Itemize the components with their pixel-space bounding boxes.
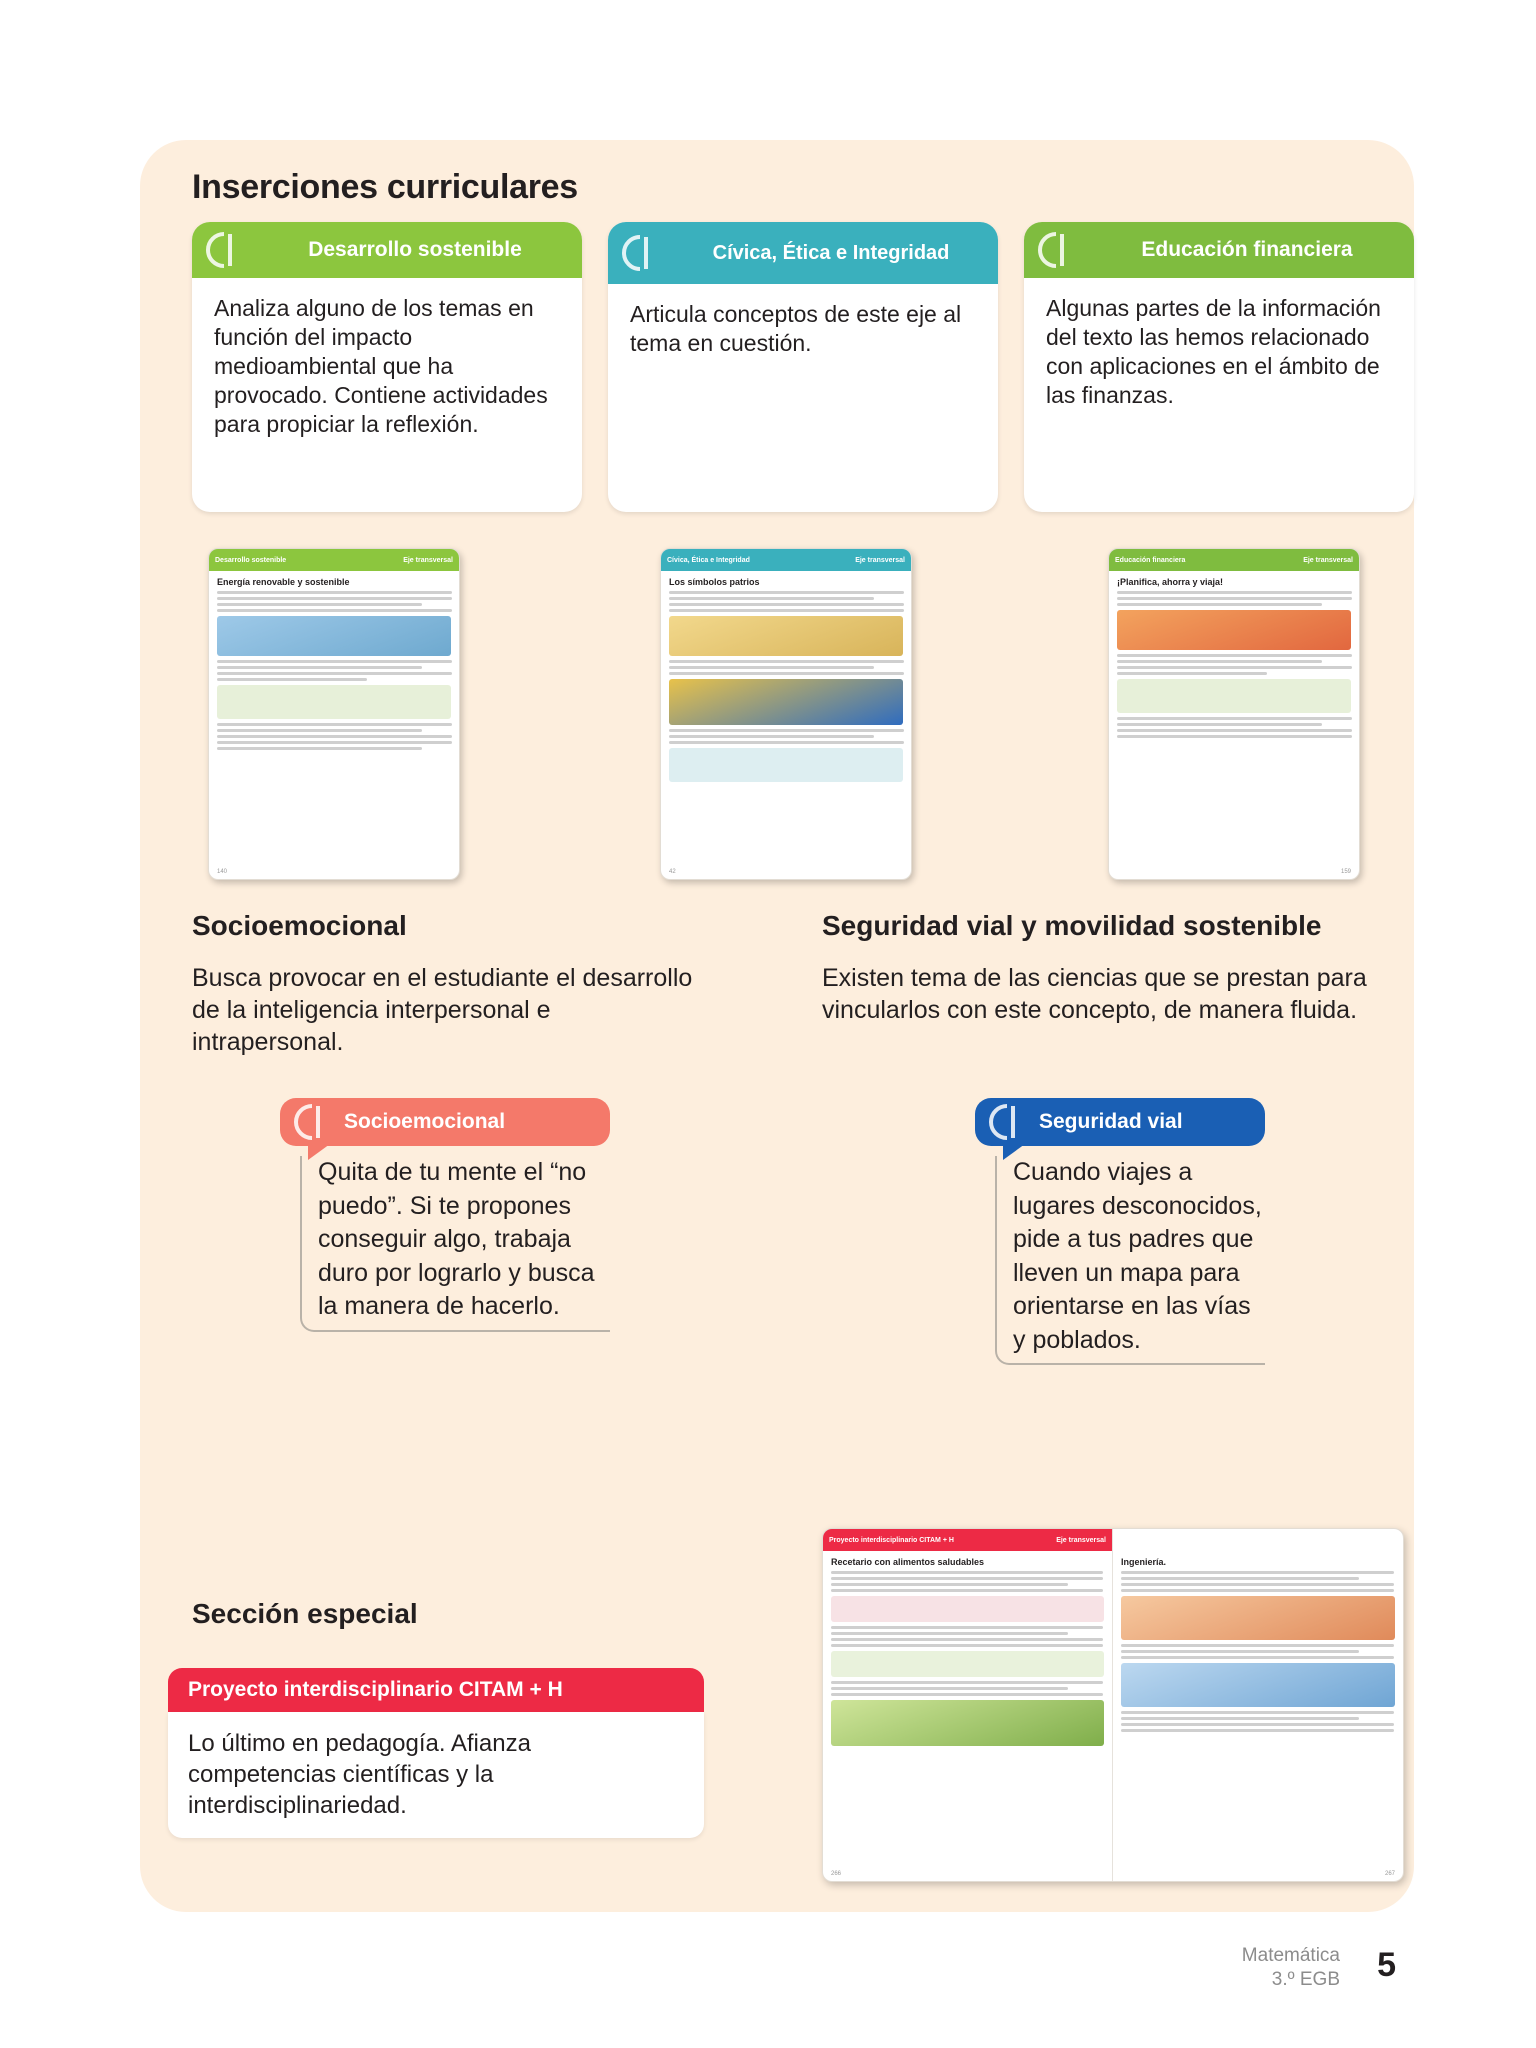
spread-box (831, 1596, 1104, 1622)
curricular-card-educacion-financiera (1024, 222, 1414, 512)
thumbnail-header-tag: Eje transversal (855, 556, 905, 564)
section-text-seguridad-vial: Existen tema de las ciencias que se prestan para vincularlos con este concepto, de manera fluida. (822, 964, 1367, 1024)
footer-subject: Matemática (1241, 1945, 1340, 1966)
page-number: 5 (1377, 1946, 1396, 1984)
spread-header-tag: Eje transversal (1056, 1536, 1106, 1544)
spread-header (823, 1529, 1112, 1551)
thumbnail-header-label: Desarrollo sostenible (215, 556, 287, 564)
thumbnail-header-label: Educación financiera (1115, 556, 1186, 564)
spread-page-left (823, 1529, 1113, 1881)
section-title-seguridad-vial: Seguridad vial y movilidad sostenible (822, 910, 1322, 941)
page-title: Inserciones curriculares (192, 168, 578, 206)
curricular-card-civica-etica (608, 222, 998, 512)
thumbnail-flag-image (669, 679, 903, 725)
callout-label: Socioemocional (344, 1110, 506, 1133)
spread-page-right (1113, 1529, 1403, 1881)
ic-logo-icon (987, 1102, 1033, 1142)
book-page-thumbnail (660, 548, 912, 880)
card-text: Algunas partes de la información del texto las hemos relacionado con aplicaciones en el ámbito de las finanzas. (1046, 295, 1381, 408)
ic-logo-icon (620, 233, 666, 273)
special-badge: Proyecto interdisciplinario CITAM + H (168, 1668, 704, 1712)
spread-subtitle: Ingeniería. (1121, 1557, 1167, 1567)
thumbnail-header-tag: Eje transversal (1303, 556, 1353, 564)
curricular-card-desarrollo-sostenible (192, 222, 582, 512)
spread-page-number: 266 (831, 1871, 842, 1877)
book-page-thumbnail (208, 548, 460, 880)
thumbnail-header (209, 549, 459, 571)
card-label: Desarrollo sostenible (308, 237, 522, 261)
section-title-especial: Sección especial (192, 1598, 418, 1629)
callout-socioemocional (280, 1098, 610, 1332)
spread-page-number: 267 (1384, 1871, 1395, 1877)
card-text: Articula conceptos de este eje al tema en cuestión. (630, 301, 962, 356)
callout-text: Cuando viajes a lugares desconocidos, pide a tus padres que lleven un mapa para orientarse en las vías y poblados. (995, 1156, 1265, 1365)
footer-meta (1242, 1944, 1340, 1992)
thumbnail-image (217, 616, 451, 656)
thumbnail-title: Energía renovable y sostenible (217, 577, 350, 587)
card-text: Analiza alguno de los temas en función del impacto medioambiental que ha provocado. Contiene actividades para propiciar la reflexión. (214, 295, 548, 437)
callout-label: Seguridad vial (1039, 1110, 1183, 1133)
thumbnail-activity-box (217, 685, 451, 719)
card-label: Cívica, Ética e Integridad (712, 241, 950, 264)
thumbnail-title: ¡Planifica, ahorra y viaja! (1117, 577, 1224, 587)
thumbnail-header-tag: Eje transversal (403, 556, 453, 564)
callout-seguridad-vial (975, 1098, 1265, 1365)
spread-title: Recetario con alimentos saludables (831, 1557, 985, 1567)
thumbnail-title: Los símbolos patrios (669, 577, 760, 587)
ic-logo-icon (1036, 230, 1082, 270)
thumbnail-image (1117, 610, 1351, 650)
thumbnail-header-label: Cívica, Ética e Integridad (667, 556, 750, 564)
callout-text: Quita de tu mente el “no puedo”. Si te propones conseguir algo, trabaja duro por lograrlo y busca la manera de hacerlo. (300, 1156, 610, 1332)
card-label: Educación financiera (1141, 237, 1353, 261)
thumbnail-header (1109, 549, 1359, 571)
thumbnail-activity-box (1117, 679, 1351, 713)
section-text-socioemocional: Busca provocar en el estudiante el desarrollo de la inteligencia interpersonal e intrapersonal. (192, 964, 693, 1056)
thumbnail-page-number: 159 (1340, 869, 1351, 875)
ic-logo-icon (204, 230, 250, 270)
thumbnail-header (661, 549, 911, 571)
card-header (192, 222, 582, 278)
footer-grade: 3.º EGB (1271, 1968, 1340, 1990)
card-header (1024, 222, 1414, 278)
spread-box (831, 1651, 1104, 1677)
spread-image (831, 1700, 1104, 1746)
card-header (608, 222, 998, 284)
spread-image (1121, 1596, 1395, 1640)
ic-logo-icon (292, 1102, 338, 1142)
special-text: Lo último en pedagogía. Afianza competencias científicas y la interdisciplinariedad. (168, 1712, 704, 1838)
callout-header (280, 1098, 610, 1146)
spread-header-label: Proyecto interdisciplinario CITAM + H (829, 1536, 954, 1544)
book-spread-thumbnail (822, 1528, 1404, 1882)
thumbnail-image (669, 616, 903, 656)
thumbnail-activity-box (669, 748, 903, 782)
thumbnail-page-number: 42 (669, 869, 676, 875)
callout-header (975, 1098, 1265, 1146)
book-page-thumbnail (1108, 548, 1360, 880)
section-title-socioemocional: Socioemocional (192, 910, 407, 941)
spread-image (1121, 1663, 1395, 1707)
thumbnail-page-number: 140 (217, 869, 228, 875)
